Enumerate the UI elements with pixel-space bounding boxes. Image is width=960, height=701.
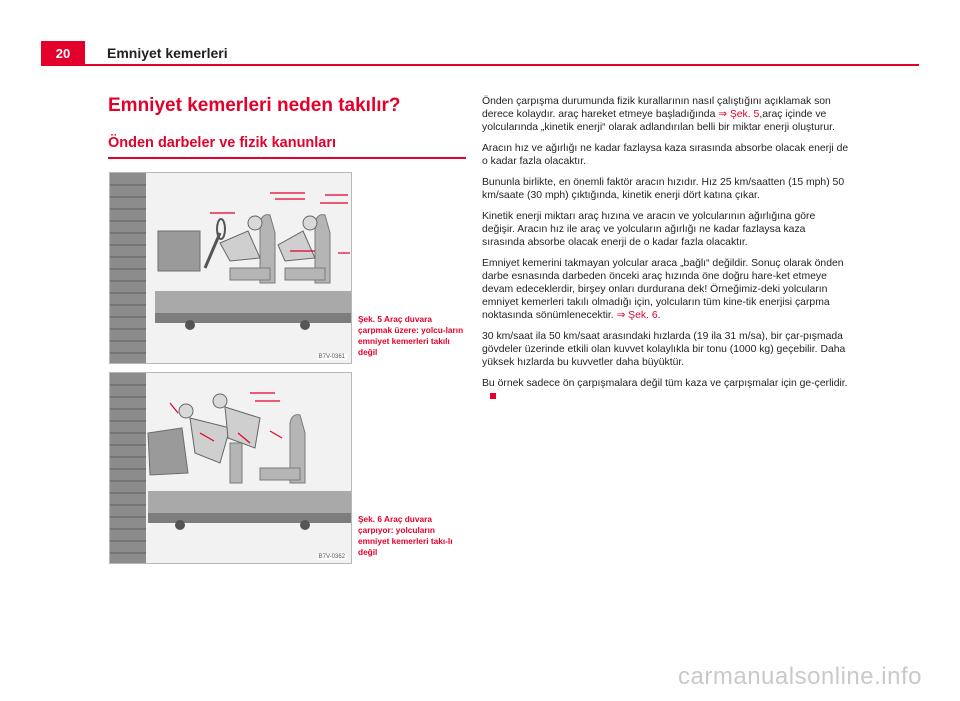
paragraph-7	[482, 377, 850, 403]
car-crash-impact-drawing	[110, 373, 351, 563]
figure-5-link[interactable]: ⇒ Şek. 5	[718, 109, 760, 120]
paragraph-5-text-a: Emniyet kemerini takmayan yolcular araca „bağlı“ değildir. Sonuç olarak önden darbe esnasında darbeden önceki araç hızında öne doğru hare-ket etmeye devam edeceklerdir, birşey onları durdurana dek! Örneğimiz-deki yolcuların emniyet kemerleri takılı olmadığı için, yolcuların tüm kine-tik enerjisi çarpma noktasında sönümlenecektir.	[482, 258, 844, 321]
figure-code: B7V-0362	[318, 554, 345, 560]
paragraph-4: Kinetik enerji miktarı araç hızına ve aracın ve yolcularının ağırlığına göre değişir. Aracın hız ile araç ve yolcuların ağırlığı ne kadar fazlaysa kaza sırasında absorbe olacak enerji de o kadar fazla olacaktır.	[482, 211, 816, 248]
section-subtitle: Önden darbeler ve fizik kanunları	[108, 135, 337, 151]
figure-code: B7V-0361	[318, 354, 345, 360]
paragraph-6: 30 km/saat ila 50 km/saat arasındaki hızlarda (19 ila 31 m/sa), bir çar-pışmada gövdeler üzerinde etkili olan kuvvet kolaylıkla bir tonu (1000 kg) geçebilir. Daha yüksek hızlarda bu kuvvetler daha büyüktür.	[482, 331, 846, 368]
paragraph-1	[482, 95, 850, 134]
paragraph-1-text-b: ,araç içinde ve yolcularında „kinetik enerji“ olarak adlandırılan belli bir miktar enerji oluşturur.	[482, 109, 835, 133]
paragraph-3: Bununla birlikte, en önemli faktör aracın hızıdır. Hız 25 km/saatten (15 mph) 50 km/saate (30 mph) çıktığında, kinetik enerji dört katına çıkar.	[482, 177, 845, 201]
figure-6-link[interactable]: ⇒ Şek. 6	[616, 310, 658, 321]
paragraph-5-text-b: .	[657, 310, 661, 321]
figure-6-caption: Şek. 6 Araç duvara çarpıyor: yolcuların emniyet kemerleri takı-lı değil	[358, 514, 453, 557]
figure-6-illustration	[109, 372, 352, 564]
paragraph-7-text: Bu örnek sadece ön çarpışmalara değil tüm kaza ve çarpışmalar için ge-çerlidir.	[482, 378, 848, 389]
paragraph-1-text-a: Önden çarpışma durumunda fizik kurallarının nasıl çalıştığını açıklamak son derece kolaydır. araç hareket etmeye başladığında	[482, 96, 831, 120]
page-number: 20	[41, 41, 85, 66]
end-of-section-marker	[490, 393, 496, 399]
paragraph-2: Aracın hız ve ağırlığı ne kadar fazlaysa kaza sırasında absorbe olacak enerji de o kadar fazla olacaktır.	[482, 143, 849, 167]
subtitle-rule	[108, 157, 466, 159]
car-crash-approach-drawing	[110, 173, 351, 363]
header-rule	[85, 64, 919, 66]
paragraph-5	[482, 257, 850, 322]
body-text-column	[482, 95, 850, 411]
header-section-title: Emniyet kemerleri	[107, 45, 228, 61]
page-title: Emniyet kemerleri neden takılır?	[108, 95, 401, 116]
figure-5-caption: Şek. 5 Araç duvara çarpmak üzere: yolcu-ların emniyet kemerleri takılı değil	[358, 314, 464, 357]
figure-5-illustration	[109, 172, 352, 364]
watermark: carmanualsonline.info	[678, 663, 922, 690]
